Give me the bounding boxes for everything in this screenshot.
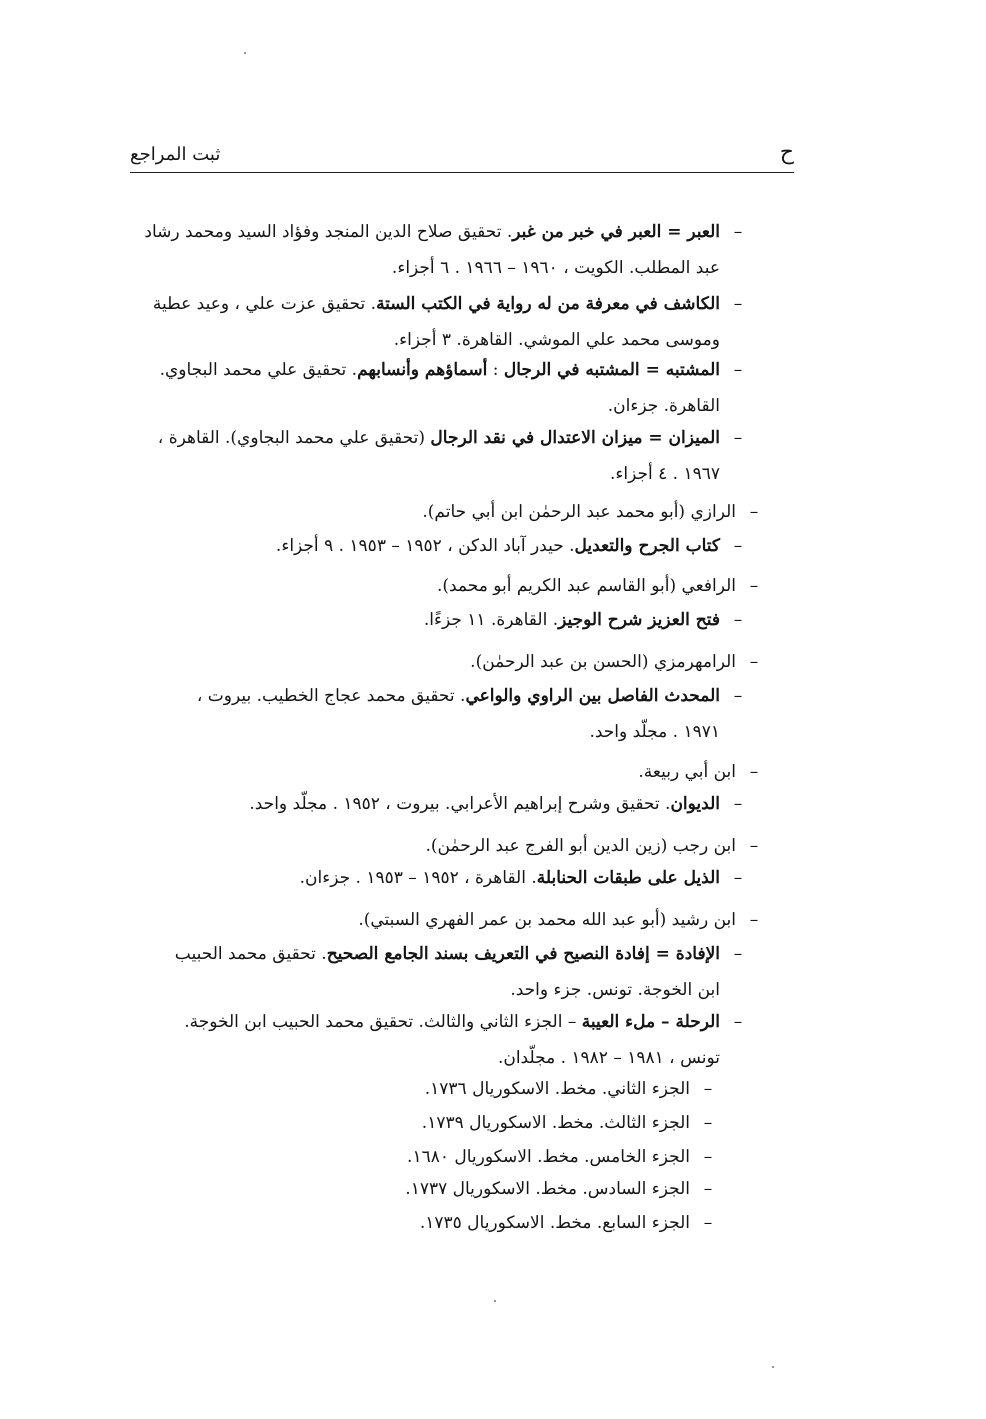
work-continuation: وموسى محمد علي الموشي. القاهرة. ٣ أجزاء.: [393, 330, 720, 350]
reference-entry: [188, 786, 748, 822]
work-details: . تحقيق علي محمد البجاوي.: [159, 360, 358, 380]
scan-speck: [494, 1300, 496, 1302]
author-entry: [164, 644, 764, 680]
author-entry: [164, 754, 764, 790]
reference-entry: [130, 678, 748, 750]
work-continuation: ١٩٧١ . مجلّد واحد.: [589, 722, 720, 742]
work-details: (تحقيق علي محمد البجاوي). القاهرة ،: [157, 428, 431, 448]
work-title: الديوان: [670, 794, 720, 814]
work-details: . تحقيق وشرح إبراهيم الأعرابي. بيروت ، ١٩٥٢ . مجلّد واحد.: [249, 794, 671, 814]
entry-dash: –: [733, 610, 743, 630]
work-details: . تحقيق محمد عجاج الخطيب. بيروت ،: [196, 686, 466, 706]
author-name: الرافعي (أبو القاسم عبد الكريم أبو محمد).: [436, 576, 736, 596]
author-name: ابن أبي ربيعة.: [638, 762, 736, 782]
entry-dash: –: [733, 1012, 743, 1032]
work-details: . تحقيق صلاح الدين المنجد وفؤاد السيد ومحمد رشاد: [144, 222, 513, 242]
entry-dash: –: [733, 294, 743, 314]
work-title: كتاب الجرح والتعديل: [574, 536, 720, 556]
work-title: المحدث الفاصل بين الراوي والواعي: [465, 686, 720, 706]
work-continuation: ١٩٦٧ . ٤ أجزاء.: [609, 464, 720, 484]
entry-dash: –: [703, 1079, 713, 1099]
scan-speck: [244, 52, 246, 54]
reference-entry: [130, 420, 748, 492]
work-continuation: عبد المطلب. الكويت ، ١٩٦٠ – ١٩٦٦ . ٦ أجزاء.: [391, 258, 720, 278]
entry-dash: –: [749, 502, 759, 522]
reference-entry: –المشتبه = المشتبه في الرجال : أسماؤهم وأنسابهم. تحقيق علي محمد البجاوي. القاهرة. جزءان.: [130, 352, 748, 424]
entry-dash: –: [703, 1213, 713, 1233]
work-title: العبر = العبر في خبر من غبر: [512, 222, 720, 242]
author-entry: [164, 902, 764, 938]
work-details: . حيدر آباد الدكن ، ١٩٥٢ – ١٩٥٣ . ٩ أجزاء.: [275, 536, 575, 556]
entry-dash: –: [733, 360, 743, 380]
entry-dash: –: [733, 428, 743, 448]
entry-dash: –: [749, 762, 759, 782]
entry-dash: –: [733, 686, 743, 706]
scan-speck: [772, 1366, 774, 1368]
work-details: . القاهرة. ١١ جزءًا.: [423, 610, 559, 630]
work-details: . القاهرة ، ١٩٥٢ – ١٩٥٣ . جزءان.: [299, 868, 537, 888]
work-title: الكاشف في معرفة من له رواية في الكتب الستة: [376, 294, 720, 314]
entry-dash: –: [703, 1179, 713, 1199]
author-name: الرامهرمزي (الحسن بن عبد الرحمٰن).: [470, 652, 736, 672]
work-title: الذيل على طبقات الحنابلة: [536, 868, 720, 888]
work-details: . تحقيق عزت علي ، وعيد عطية: [152, 294, 377, 314]
work-continuation: تونس ، ١٩٨١ – ١٩٨٢ . مجلّدان.: [497, 1048, 720, 1068]
work-subtitle: أسماؤهم وأنسابهم: [357, 360, 488, 380]
manuscript-item: –الجزء الثالث. مخط. الاسكوريال ١٧٣٩.: [298, 1106, 718, 1140]
work-title: الرحلة – ملء العيبة: [581, 1012, 720, 1032]
entry-dash: –: [733, 794, 743, 814]
author-name: الرازي (أبو محمد عبد الرحمٰن ابن أبي حاتم).: [422, 502, 736, 522]
author-entry: [164, 828, 764, 864]
work-continuation: ابن الخوجة. تونس. جزء واحد.: [510, 980, 720, 1000]
entry-dash: –: [749, 652, 759, 672]
manuscript-item: –الجزء السابع. مخط. الاسكوريال ١٧٣٥.: [298, 1206, 718, 1240]
work-title: الميزان = ميزان الاعتدال في نقد الرجال: [430, 428, 720, 448]
page-header: [130, 138, 794, 173]
reference-entry: [130, 1004, 748, 1076]
reference-entry: [130, 936, 748, 1008]
manuscript-item: –الجزء الخامس. مخط. الاسكوريال ١٦٨٠.: [298, 1140, 718, 1174]
entry-dash: –: [703, 1147, 713, 1167]
author-entry: [164, 494, 764, 530]
work-title: المشتبه = المشتبه في الرجال: [503, 360, 720, 380]
entry-dash: –: [733, 536, 743, 556]
author-name: ابن رجب (زين الدين أبو الفرج عبد الرحمٰن).: [425, 836, 736, 856]
manuscript-item: –الجزء الثاني. مخط. الاسكوريال ١٧٣٦.: [298, 1072, 718, 1106]
entry-dash: –: [733, 944, 743, 964]
manuscript-item: –الجزء السادس. مخط. الاسكوريال ١٧٣٧.: [298, 1172, 718, 1206]
work-title: فتح العزيز شرح الوجيز: [558, 610, 720, 630]
reference-entry: [188, 602, 748, 638]
running-title: ثبت المراجع: [130, 144, 221, 165]
entry-dash: –: [749, 576, 759, 596]
reference-entry: [188, 528, 748, 564]
reference-entry: [130, 214, 748, 286]
reference-entry: [188, 860, 748, 896]
work-continuation: القاهرة. جزءان.: [607, 396, 720, 416]
author-name: ابن رشيد (أبو عبد الله محمد بن عمر الفهري السبتي).: [358, 910, 736, 930]
entry-dash: –: [733, 868, 743, 888]
work-details: . تحقيق محمد الحبيب: [174, 944, 327, 964]
work-details: – الجزء الثاني والثالث. تحقيق محمد الحبيب ابن الخوجة.: [184, 1012, 582, 1032]
entry-dash: –: [703, 1113, 713, 1133]
work-title: الإفادة = إفادة النصيح في التعريف بسند الجامع الصحيح: [326, 944, 720, 964]
reference-entry: [130, 286, 748, 358]
author-entry: [164, 568, 764, 604]
entry-dash: –: [749, 910, 759, 930]
page-letter: ح: [779, 140, 794, 165]
entry-dash: –: [749, 836, 759, 856]
entry-dash: –: [733, 222, 743, 242]
